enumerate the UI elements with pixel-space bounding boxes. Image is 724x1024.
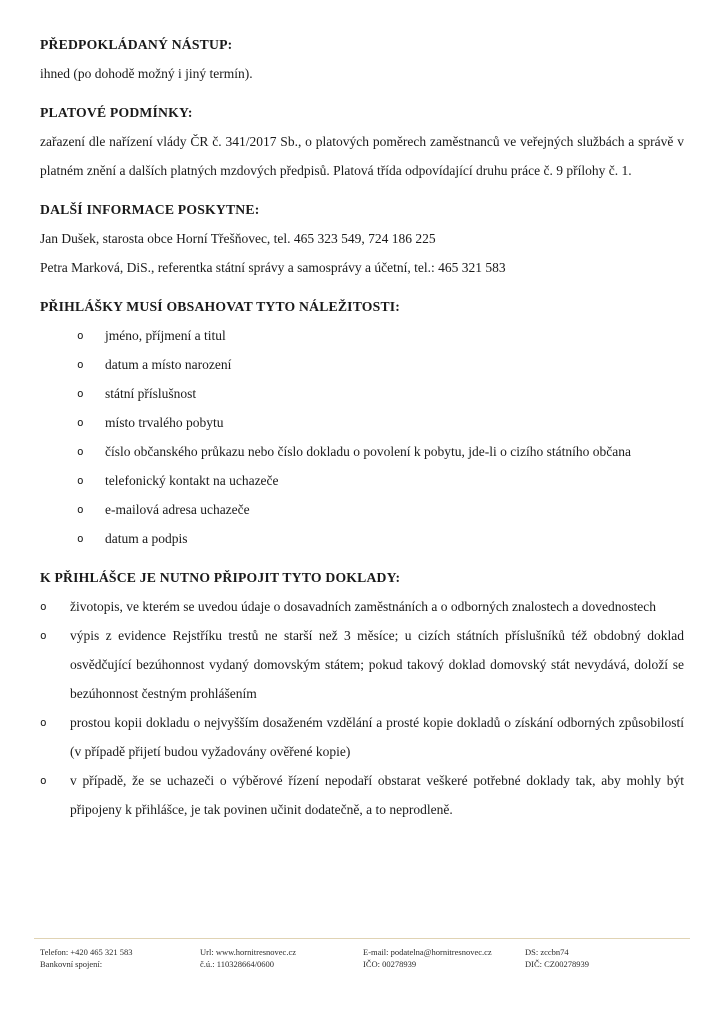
- list-item-text: datum a místo narození: [105, 357, 232, 372]
- list-item-text: prostou kopii dokladu o nejvyšším dosaženém vzdělání a prosté kopie dokladů o získání odborných způsobilostí (v případě přijetí budou vyžadovány ověřené kopie): [70, 715, 684, 759]
- footer-url: Url: www.hornitresnovec.cz: [200, 947, 296, 957]
- salary-conditions-text: zařazení dle nařízení vlády ČR č. 341/2017 Sb., o platových poměrech zaměstnanců ve veřejných službách a správě v platném znění a dalších platných mzdových předpisů. Platová třída odpovídající druhu práce č. 9 přílohy č. 1.: [40, 134, 684, 178]
- list-item-text: telefonický kontakt na uchazeče: [105, 473, 279, 488]
- list-item-text: místo trvalého pobytu: [105, 415, 224, 430]
- footer-column-email: [363, 946, 525, 970]
- circle-bullet-icon: o: [77, 416, 84, 429]
- list-item: [40, 708, 684, 766]
- expected-start-text: ihned (po dohodě možný i jiný termín).: [40, 66, 253, 81]
- footer-dic: DIČ: CZ00278939: [525, 959, 589, 969]
- list-item-text: výpis z evidence Rejstříku trestů ne starší než 3 měsíce; u cizích státních příslušníků též obdobný doklad osvědčující bezúhonnost vydaný domovským státem; pokud takový doklad domovský stát nevydává, doloží se bezúhonnost čestným prohlášením: [70, 628, 684, 701]
- list-item: [40, 321, 684, 350]
- circle-bullet-icon: o: [77, 445, 84, 458]
- list-item: [40, 408, 684, 437]
- circle-bullet-icon: o: [40, 629, 47, 642]
- footer-telefon: Telefon: +420 465 321 583: [40, 947, 133, 957]
- footer-ico: IČO: 00278939: [363, 959, 417, 969]
- circle-bullet-icon: o: [77, 329, 84, 342]
- list-item: [40, 350, 684, 379]
- footer-column-ids: [525, 946, 675, 970]
- list-item: [40, 379, 684, 408]
- list-item-text: datum a podpis: [105, 531, 188, 546]
- list-item-text: v případě, že se uchazeči o výběrové řízení nepodaří obstarat veškeré potřebné doklady tak, aby mohly být připojeny k přihlášce, je tak povinen učinit dodatečně, a to neprodleně.: [70, 773, 684, 817]
- footer-bank: Bankovní spojení:: [40, 959, 103, 969]
- footer-column-contact: [40, 946, 200, 970]
- list-item: [40, 592, 684, 621]
- circle-bullet-icon: o: [77, 387, 84, 400]
- footer-ds: DS: zccbn74: [525, 947, 569, 957]
- circle-bullet-icon: o: [77, 503, 84, 516]
- list-item-text: číslo občanského průkazu nebo číslo dokladu o povolení k pobytu, jde-li o cizího státního občana: [105, 444, 632, 459]
- footer-email: E-mail: podatelna@hornitresnovec.cz: [363, 947, 492, 957]
- list-item-text: státní příslušnost: [105, 386, 197, 401]
- required-documents-list: [40, 592, 684, 824]
- circle-bullet-icon: o: [77, 358, 84, 371]
- section-heading-salary-conditions: PLATOVÉ PODMÍNKY:: [40, 105, 193, 120]
- list-item: [40, 524, 684, 553]
- application-requirements-list: [40, 321, 684, 553]
- list-item: [40, 621, 684, 708]
- page-footer: [0, 938, 724, 970]
- list-item: [40, 437, 684, 466]
- circle-bullet-icon: o: [77, 474, 84, 487]
- footer-column-url: [200, 946, 363, 970]
- circle-bullet-icon: o: [77, 532, 84, 545]
- list-item-text: e-mailová adresa uchazeče: [105, 502, 250, 517]
- section-heading-required-documents: K PŘIHLÁŠCE JE NUTNO PŘIPOJIT TYTO DOKLADY:: [40, 570, 401, 585]
- circle-bullet-icon: o: [40, 774, 47, 787]
- list-item: [40, 766, 684, 824]
- section-heading-further-information: DALŠÍ INFORMACE POSKYTNE:: [40, 202, 260, 217]
- contact-line-2: Petra Marková, DiS., referentka státní správy a samosprávy a účetní, tel.: 465 321 583: [40, 260, 506, 275]
- list-item-text: jméno, příjmení a titul: [105, 328, 226, 343]
- footer-account: č.ú.: 110328664/0600: [200, 959, 275, 969]
- list-item: [40, 495, 684, 524]
- section-heading-application-requirements: PŘIHLÁŠKY MUSÍ OBSAHOVAT TYTO NÁLEŽITOSTI:: [40, 299, 401, 314]
- circle-bullet-icon: o: [40, 716, 47, 729]
- list-item-text: životopis, ve kterém se uvedou údaje o dosavadních zaměstnáních a o odborných znalostech a dovednostech: [70, 599, 656, 614]
- contact-line-1: Jan Dušek, starosta obce Horní Třešňovec, tel. 465 323 549, 724 186 225: [40, 231, 436, 246]
- section-heading-expected-start: PŘEDPOKLÁDANÝ NÁSTUP:: [40, 37, 233, 52]
- list-item: [40, 466, 684, 495]
- circle-bullet-icon: o: [40, 600, 47, 613]
